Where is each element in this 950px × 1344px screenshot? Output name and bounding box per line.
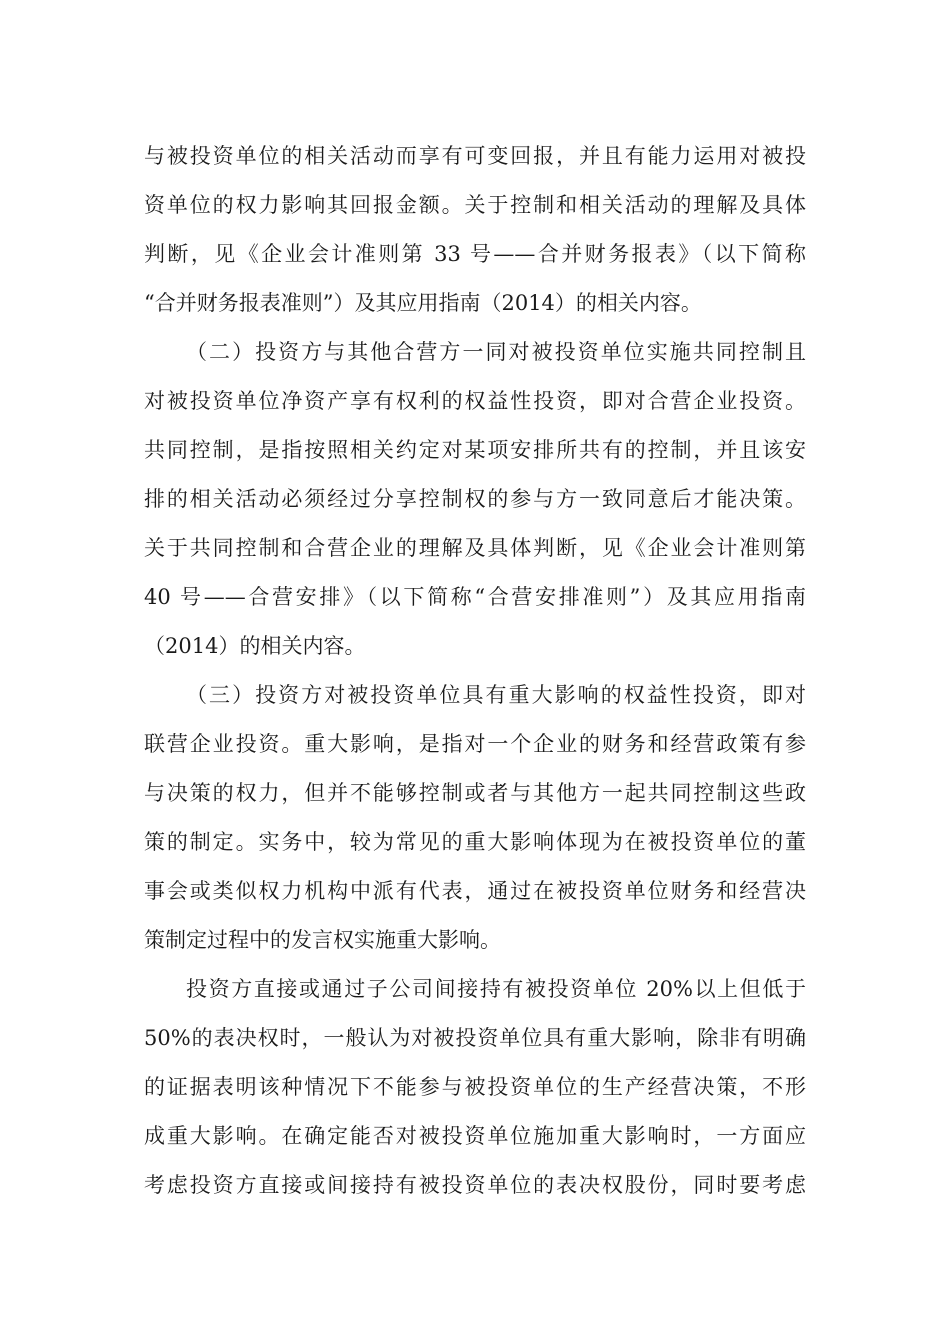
text-line: 事会或类似权力机构中派有代表，通过在被投资单位财务和经营决	[144, 879, 806, 903]
text-line: 判断，见《企业会计准则第 33 号——合并财务报表》（以下简称	[144, 242, 806, 266]
text-line: 与被投资单位的相关活动而享有可变回报，并且有能力运用对被投	[144, 144, 806, 168]
text-line: （二）投资方与其他合营方一同对被投资单位实施共同控制且	[186, 340, 806, 364]
document-body	[144, 132, 806, 1210]
text-line: 策的制定。实务中，较为常见的重大影响体现为在被投资单位的董	[144, 830, 806, 854]
text-line: （三）投资方对被投资单位具有重大影响的权益性投资，即对	[186, 683, 806, 707]
text-line: 资单位的权力影响其回报金额。关于控制和相关活动的理解及具体	[144, 193, 806, 217]
text-line: 成重大影响。在确定能否对被投资单位施加重大影响时，一方面应	[144, 1124, 806, 1148]
text-line: 策制定过程中的发言权实施重大影响。	[144, 928, 501, 952]
text-line: 对被投资单位净资产享有权利的权益性投资，即对合营企业投资。	[144, 389, 806, 413]
text-line: 50%的表决权时，一般认为对被投资单位具有重大影响，除非有明确	[144, 1026, 806, 1050]
text-line: 考虑投资方直接或间接持有被投资单位的表决权股份，同时要考虑	[144, 1173, 806, 1197]
text-line: 关于共同控制和合营企业的理解及具体判断，见《企业会计准则第	[144, 536, 806, 560]
text-line: 40 号——合营安排》（以下简称“合营安排准则”）及其应用指南	[144, 585, 806, 609]
text-line: 联营企业投资。重大影响，是指对一个企业的财务和经营政策有参	[144, 732, 806, 756]
text-line: “合并财务报表准则”）及其应用指南（2014）的相关内容。	[144, 291, 702, 315]
text-line: 与决策的权力，但并不能够控制或者与其他方一起共同控制这些政	[144, 781, 806, 805]
text-line: 的证据表明该种情况下不能参与被投资单位的生产经营决策，不形	[144, 1075, 806, 1099]
text-line: 排的相关活动必须经过分享控制权的参与方一致同意后才能决策。	[144, 487, 806, 511]
text-line: 投资方直接或通过子公司间接持有被投资单位 20%以上但低于	[186, 977, 806, 1001]
text-line: （2014）的相关内容。	[144, 634, 366, 658]
text-line: 共同控制，是指按照相关约定对某项安排所共有的控制，并且该安	[144, 438, 806, 462]
